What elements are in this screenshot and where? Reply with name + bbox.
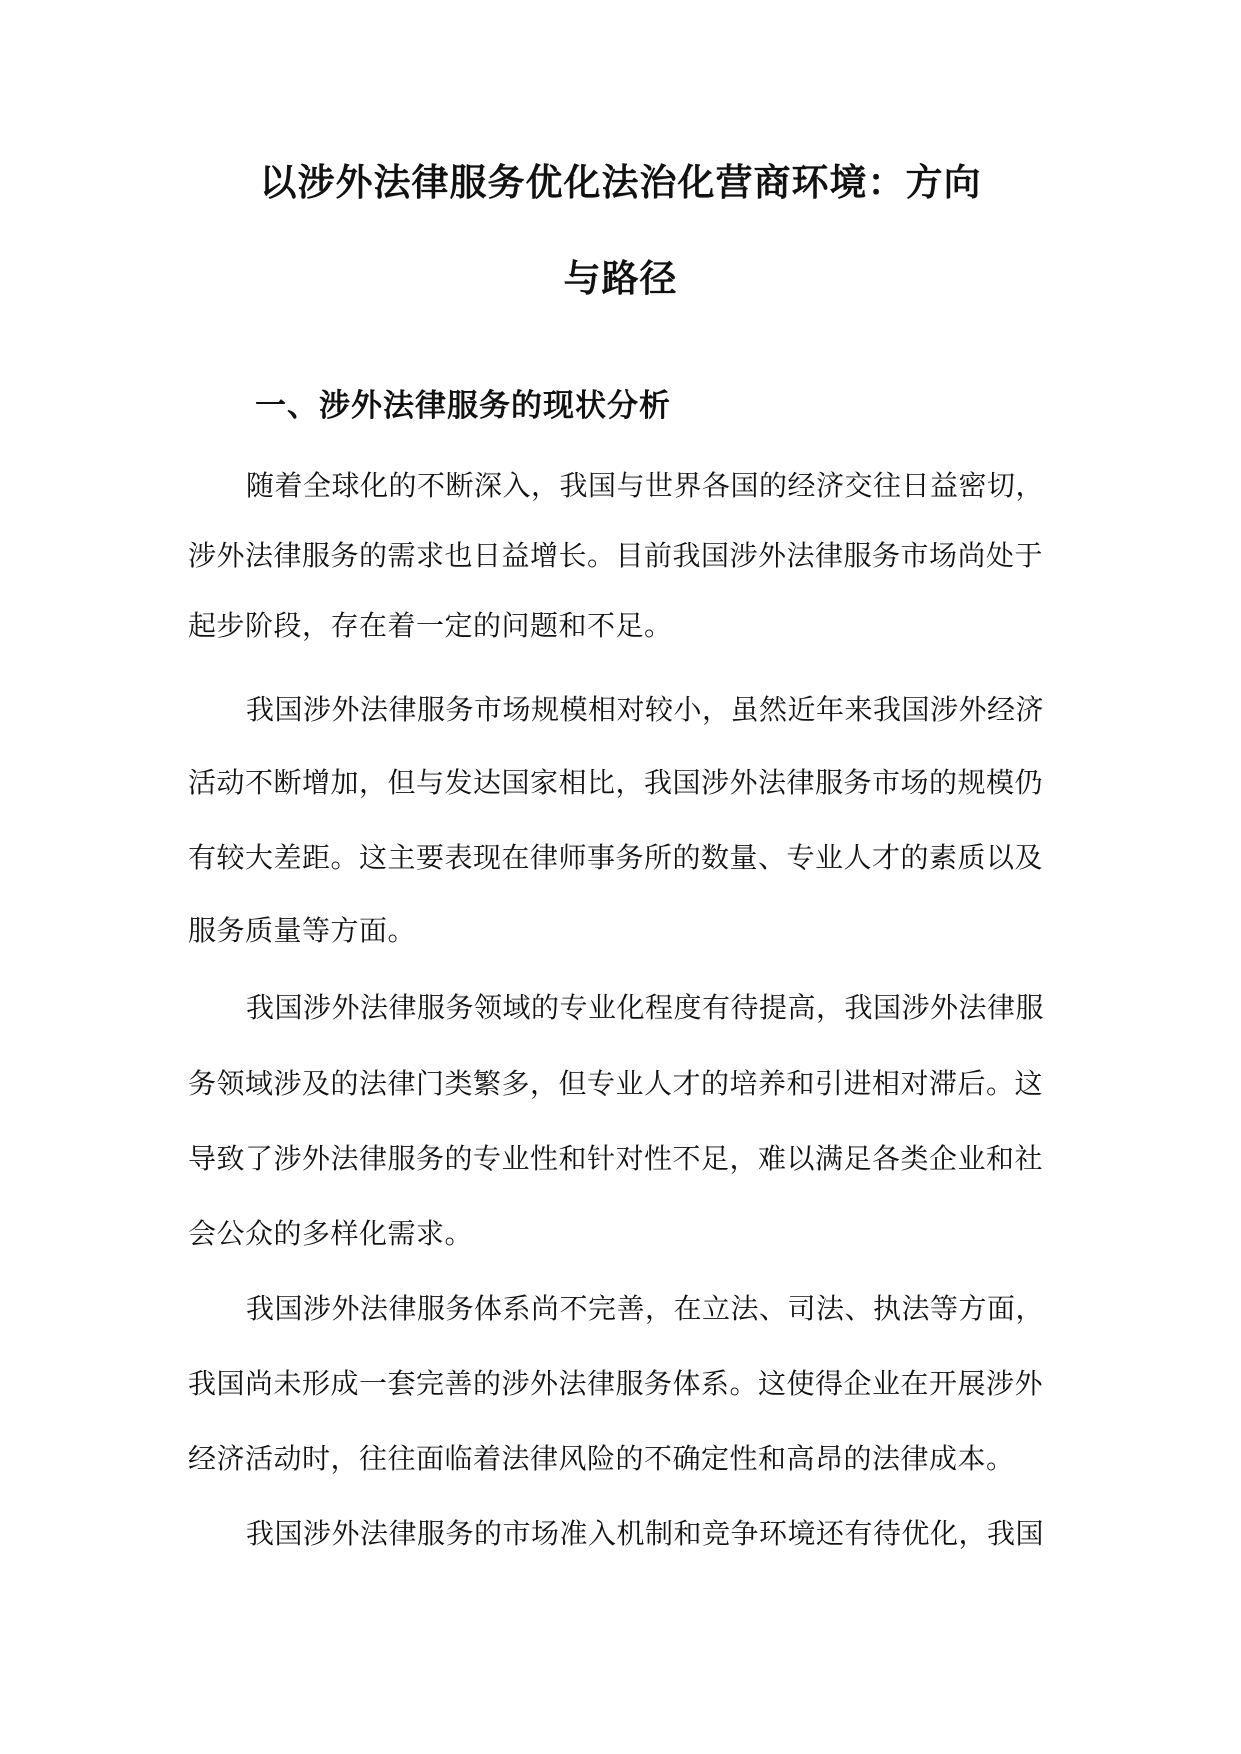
paragraph-3-line-4: 会公众的多样化需求。 <box>188 1217 474 1250</box>
paragraph-1-line-2: 涉外法律服务的需求也日益增长。目前我国涉外法律服务市场尚处于 <box>188 539 1044 572</box>
paragraph-2-line-3: 有较大差距。这主要表现在律师事务所的数量、专业人才的素质以及 <box>188 841 1044 874</box>
paragraph-1-line-3: 起步阶段，存在着一定的问题和不足。 <box>188 609 673 642</box>
paragraph-3-line-1: 我国涉外法律服务领域的专业化程度有待提高，我国涉外法律服 <box>246 991 1045 1024</box>
paragraph-2-line-2: 活动不断增加，但与发达国家相比，我国涉外法律服务市场的规模仍 <box>188 766 1044 799</box>
paragraph-4-line-1: 我国涉外法律服务体系尚不完善，在立法、司法、执法等方面， <box>246 1292 1045 1325</box>
paragraph-4-line-2: 我国尚未形成一套完善的涉外法律服务体系。这使得企业在开展涉外 <box>188 1367 1044 1400</box>
paragraph-4-line-3: 经济活动时，往往面临着法律风险的不确定性和高昂的法律成本。 <box>188 1442 1015 1475</box>
paragraph-5-line-1: 我国涉外法律服务的市场准入机制和竞争环境还有待优化，我国 <box>246 1517 1045 1550</box>
section-heading: 一、涉外法律服务的现状分析 <box>255 388 671 424</box>
paragraph-1-line-1: 随着全球化的不断深入，我国与世界各国的经济交往日益密切， <box>246 469 1045 502</box>
paragraph-3-line-3: 导致了涉外法律服务的专业性和针对性不足，难以满足各类企业和社 <box>188 1142 1044 1175</box>
paragraph-3-line-2: 务领域涉及的法律门类繁多，但专业人才的培养和引进相对滞后。这 <box>188 1067 1044 1100</box>
document-title-line-1: 以涉外法律服务优化法治化营商环境：方向 <box>259 160 982 204</box>
paragraph-2-line-4: 服务质量等方面。 <box>188 914 417 947</box>
paragraph-2-line-1: 我国涉外法律服务市场规模相对较小，虽然近年来我国涉外经济 <box>246 693 1045 726</box>
document-title-line-2: 与路径 <box>563 256 678 300</box>
